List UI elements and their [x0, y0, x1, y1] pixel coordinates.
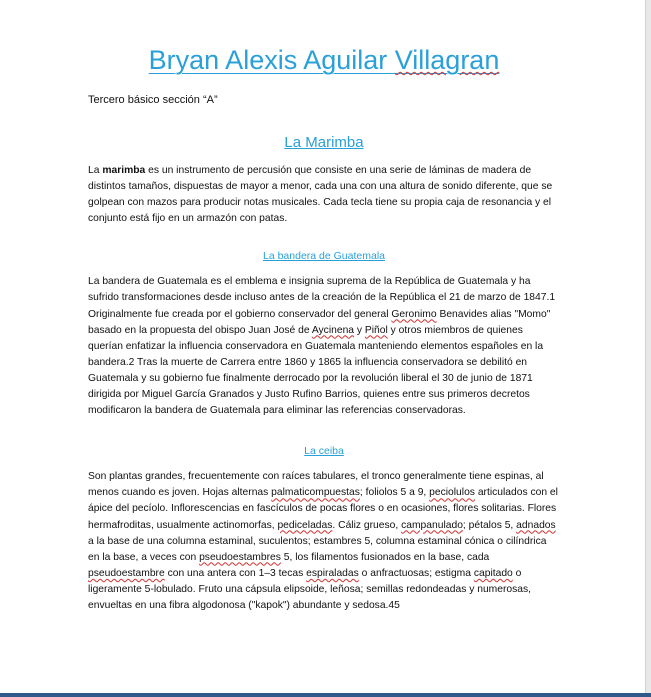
title-misspelled-word: Villagran [394, 45, 500, 75]
heading-bandera: La bandera de Guatemala [262, 250, 385, 263]
misspelled-word: peciolulos [429, 487, 475, 499]
misspelled-word: espiraladas [306, 567, 359, 579]
misspelled-word: Aycinena [311, 324, 355, 336]
misspelled-word: palmaticompuestas [271, 487, 360, 499]
text-run: y [354, 324, 365, 336]
bold-term: marimba [102, 165, 146, 176]
text-run: ; pétalos 5, [462, 519, 517, 531]
misspelled-word: pseudoestambres [199, 551, 281, 563]
text-run: Benavides alias "Momo" basado en la propuesta del obispo Juan José de [88, 308, 551, 336]
misspelled-word: pediceladas [277, 519, 333, 531]
text-run: . Cáliz grueso, [332, 519, 402, 531]
misspelled-word: capitado [473, 567, 513, 579]
document-body [88, 40, 560, 614]
paragraph-ceiba [88, 469, 560, 614]
misspelled-word: adnados [516, 519, 556, 531]
heading-ceiba: La ceiba [304, 445, 344, 458]
title-text: Bryan Alexis Aguilar [148, 45, 395, 75]
text-run: o anfractuosas; estigma [358, 567, 474, 579]
text-run: a la base de una columna estaminal, suculentos; estambres 5, columna estaminal cónica o cilíndrica en la base, a veces con [88, 535, 547, 563]
window-bottom-edge [0, 693, 651, 697]
text-run: ; foliolos 5 a 9, [359, 487, 430, 499]
heading-marimba: La Marimba [284, 134, 364, 151]
text-run: y otros miembros de quienes querían enfatizar la influencia conservadora en Guatemala manteniendo elementos españoles en la bandera.2 Tras la muerte de Carrera entre 1860 y 1865 la influencia conservadora se debilitó en Guatemala y su gobierno fue finalmente derrocado por la revolución liberal el 30 de junio de 1871 dirigida por Miguel García Granados y Justo Rufino Barrios, quienes entre sus primeros decretos modificaron la bandera de Guatemala para eliminar las referencias conservadoras. [88, 324, 544, 417]
misspelled-word: pseudoestambre [88, 567, 165, 579]
text-run: es un instrumento de percusión que consiste en una serie de láminas de madera de distintos tamaños, dispuestas de mayor a menor, cada una con una altura de sonido diferente, que se golpean con mazos para producir notas musicales. Cada tecla tiene su propia caja de resonancia y el conjunto está fijo en un armazón con patas. [88, 165, 553, 225]
misspelled-word: Geronimo [391, 308, 437, 320]
text-run: La [88, 165, 103, 176]
text-run: articulados con el ápice del pecíolo. Inflorescencias en fascículos de pocas flores o en ocasiones, flores solitarias. Flores hermafroditas, usualmente actinomorfas, [88, 487, 558, 531]
text-run: 5, los filamentos fusionados en la base, cada [280, 551, 490, 563]
document-subtitle: Tercero básico sección “A” [88, 94, 218, 106]
text-run: con una antera con 1–3 tecas [164, 567, 307, 579]
misspelled-word: Piñol [364, 324, 388, 336]
text-run: La bandera de Guatemala es el emblema e insignia suprema de la República de Guatemala y ha sufrido transformaciones desde incluso antes de la creación de la República el 21 de marzo de 1847.1 Originalmente fue creada por el gobierno conservador del general [88, 276, 556, 320]
misspelled-word: campanulado [401, 519, 463, 531]
document-title [88, 40, 560, 80]
page-right-edge [646, 0, 651, 697]
paragraph-bandera [88, 274, 560, 419]
text-run: o ligeramente 5-lobulado. Fruto una cápsula elipsoide, leñosa; semillas redondeadas y numerosas, envueltas en una fibra algodonosa ("kapok") abundante y sedosa.45 [88, 567, 532, 611]
paragraph-marimba [88, 163, 560, 227]
text-run: Son plantas grandes, frecuentemente con raíces tabulares, el tronco generalmente tiene espinas, al menos cuando es joven. Hojas alternas [88, 471, 544, 499]
